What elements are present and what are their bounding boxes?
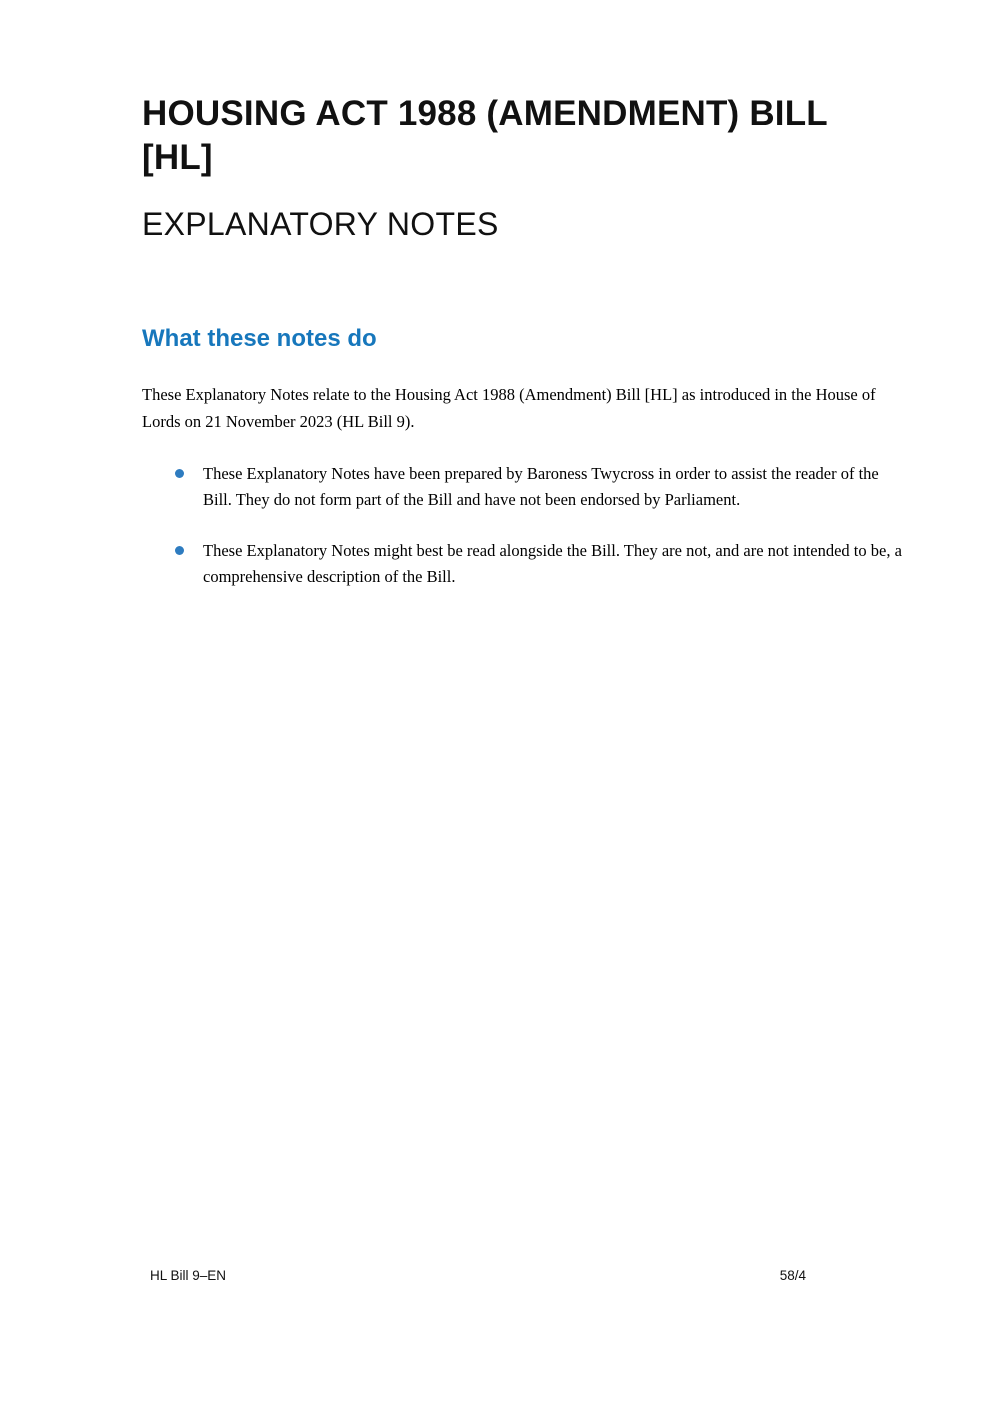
bullet-text: These Explanatory Notes have been prepared by Baroness Twycross in order to assist the reader of the Bill. They do not form part of the Bill and have not been endorsed by Parliament. xyxy=(203,464,879,510)
bullet-marker-icon xyxy=(175,546,184,555)
document-subtitle: EXPLANATORY NOTES xyxy=(142,205,499,242)
page-footer xyxy=(0,1268,991,1283)
bullet-text: These Explanatory Notes might best be read alongside the Bill. They are not, and are not intended to be, a comprehensive description of the Bill. xyxy=(203,540,902,587)
bullet-marker-icon xyxy=(175,469,184,478)
footer-bill-number: HL Bill 9–EN xyxy=(150,1268,227,1283)
bullet-item xyxy=(203,461,903,514)
footer-page-number: 58/4 xyxy=(779,1268,806,1283)
bullet-list xyxy=(142,461,902,591)
bullet-item xyxy=(203,538,903,591)
section-heading: What these notes do xyxy=(142,325,377,353)
document-title: HOUSING ACT 1988 (AMENDMENT) BILL [HL] xyxy=(142,94,828,178)
page-content xyxy=(142,92,902,615)
intro-paragraph: These Explanatory Notes relate to the Housing Act 1988 (Amendment) Bill [HL] as introduced in the House of Lords on 21 November 2023 (HL Bill 9). xyxy=(142,385,876,431)
